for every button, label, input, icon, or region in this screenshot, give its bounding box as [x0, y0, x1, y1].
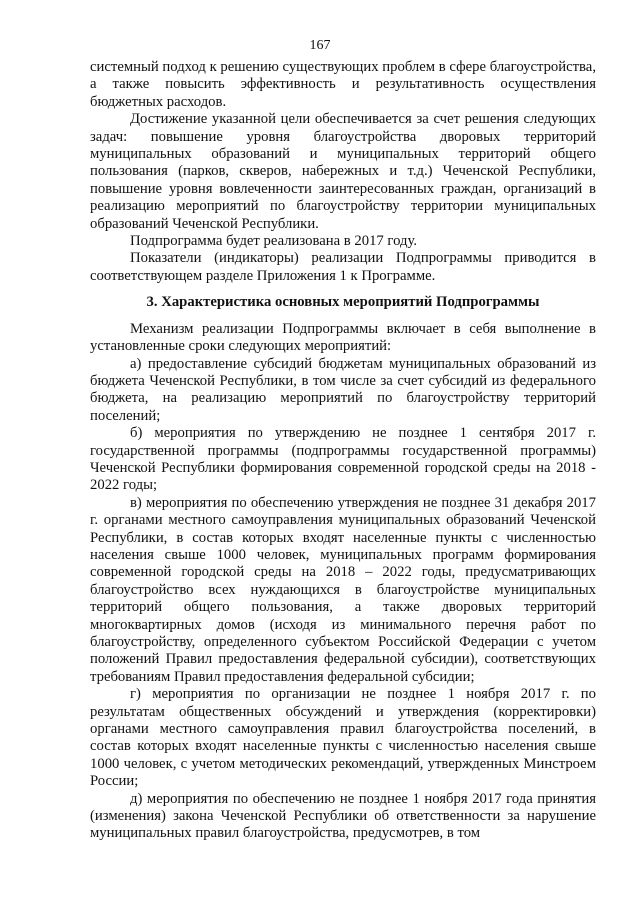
page-number: 167 [309, 38, 331, 53]
paragraph-implementation-year: Подпрограмма будет реализована в 2017 году. [130, 233, 418, 250]
list-item-d: д) мероприятия по обеспечению не позднее 1 ноября 2017 года принятия (изменения) закона Чеченской Республики об ответственности за нарушение муниципальных правил благоустройства, предусмотрев, в том [90, 790, 596, 842]
list-item-g: г) мероприятия по организации не позднее 1 ноября 2017 г. по результатам общественных обсуждений и утверждения (корректировки) органами местного самоуправления правил благоустройства поселений, в состав которых входят населенные пункты с численностью населения свыше 1000 человек, с учетом методических рекомендаций, утвержденных Минстроем России; [90, 686, 596, 790]
paragraph-mechanism: Механизм реализации Подпрограммы включает в себя выполнение в установленные сроки следующих мероприятий: [90, 320, 596, 355]
list-item-v: в) мероприятия по обеспечению утверждения не позднее 31 декабря 2017 г. органами местного самоуправления муниципальных образований Чеченской Республики, в состав которых входят населенные пункты с численностью населения свыше 1000 человек, муниципальных программ формирования современной городской среды на 2018 – 2022 годы, предусматривающих благоустройство всех нуждающихся в благоустройстве муниципальных территорий общего пользования, а также дворовых территорий многоквартирных домов (исходя из минимального перечня работ по благоустройству, определенного субъектом Российской Федерации с учетом положений Правил предоставления федеральной субсидии), соответствующих требованиям Правил предоставления федеральной субсидии; [90, 494, 596, 685]
paragraph-goal: Достижение указанной цели обеспечивается за счет решения следующих задач: повышение уровня благоустройства дворовых территорий муниципальных образований и муниципальных территорий общего пользования (парков, скверов, набережных и т.д.) Чеченской Республики, повышение уровня вовлеченности заинтересованных граждан, организаций в реализацию мероприятий по благоустройству территории муниципальных образований Чеченской Республики. [90, 111, 596, 232]
paragraph-indicators: Показатели (индикаторы) реализации Подпрограммы приводится в соответствующем разделе Приложения 1 к Программе. [90, 250, 596, 284]
list-item-b: б) мероприятия по утверждению не позднее 1 сентября 2017 г. государственной программы (подпрограммы государственной программы) Чеченской Республики формирования современной городской среды на 2018 - 2022 годы; [90, 425, 596, 494]
document-body [90, 59, 596, 843]
list-item-a: а) предоставление субсидий бюджетам муниципальных образований из бюджета Чеченской Республики, в том числе за счет субсидий из федерального бюджета, на реализацию мероприятий по благоустройству территорий поселений; [90, 355, 596, 424]
paragraph-continuation: системный подход к решению существующих проблем в сфере благоустройства, а также повысить эффективность и результативность осуществления бюджетных расходов. [90, 59, 596, 110]
section-heading: 3. Характеристика основных мероприятий Подпрограммы [146, 294, 540, 311]
